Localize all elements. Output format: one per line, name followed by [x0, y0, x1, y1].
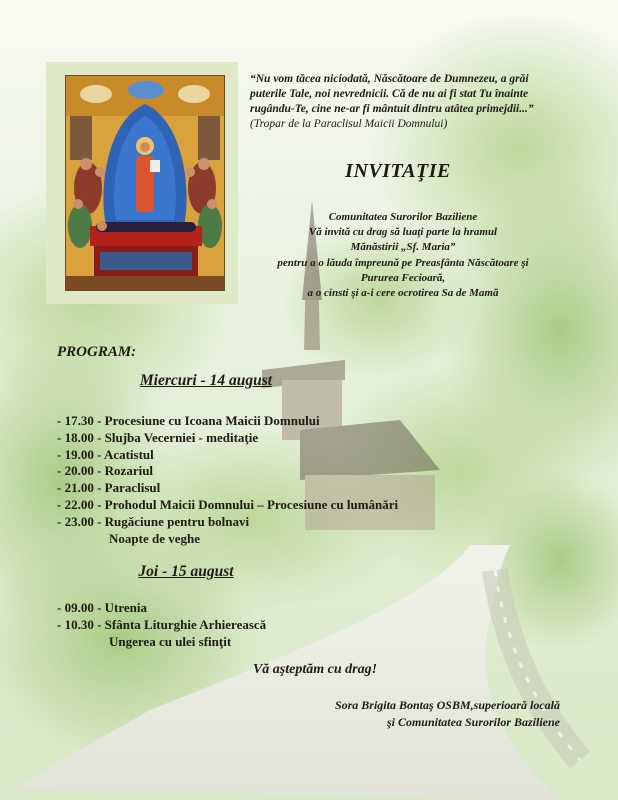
icon-frame — [46, 62, 238, 304]
schedule-item: - 21.00 - Paraclisul — [57, 480, 161, 496]
schedule-item: - 22.00 - Prohodul Maicii Domnului – Procesiune cu lumânări — [57, 496, 399, 512]
invitation-line: a o cinsti şi a-i cere ocrotirea Sa de Mamă — [307, 287, 499, 300]
schedule-item: - 17.30 - Procesiune cu Icoana Maicii Domnului — [57, 413, 320, 428]
schedule-item: - 09.00 - Utrenia — [57, 600, 148, 615]
invitation-line: Pururea Fecioară, — [360, 271, 446, 284]
schedule-thursday — [57, 600, 266, 650]
day-heading-wednesday: Miercuri - 14 august — [139, 372, 273, 389]
closing-line: Vă aşteptăm cu drag! — [252, 662, 378, 677]
schedule-item-continuation: Noapte de veghe — [109, 530, 200, 546]
invitation-line: Mănăstirii „Sf. Maria” — [350, 241, 456, 254]
program-heading: PROGRAM: — [57, 344, 137, 360]
invitation-line: Vă invită cu drag să luaţi parte la hramul — [308, 226, 498, 239]
page-title: INVITAŢIE — [345, 160, 451, 182]
schedule-item: - 18.00 - Slujba Vecerniei - meditaţie — [57, 429, 259, 445]
schedule-item: - 20.00 - Rozariul — [57, 463, 154, 479]
troparion-quote — [250, 72, 550, 132]
schedule-wednesday — [57, 413, 398, 547]
signature-line: Sora Brigita Bontaş OSBM,superioară locală — [334, 698, 560, 712]
signature — [335, 697, 560, 730]
schedule-item: - 19.00 - Acatistul — [57, 446, 154, 462]
dormition-icon-image — [66, 76, 224, 290]
signature-line: şi Comunitatea Surorilor Baziliene — [386, 714, 560, 729]
invitation-line: pentru a o lăuda împreună pe Preasfânta Născătoare şi — [277, 256, 529, 269]
invitation-text — [258, 210, 548, 301]
quote-text: “Nu vom tăcea niciodată, Născătoare de Dumnezeu, a grăi puterile Tale, noi nevrednicii. Că de nu ai fi stat Tu înainte rugându-Te, cine ne-ar fi mântuit dintru atâtea primejdii...” — [250, 73, 534, 115]
schedule-item: - 10.30 - Sfânta Liturghie Arhierească — [57, 616, 267, 632]
day-heading-thursday: Joi - 15 august — [138, 563, 234, 580]
schedule-item-continuation: Ungerea cu ulei sfinţit — [109, 633, 232, 649]
schedule-item: - 23.00 - Rugăciune pentru bolnavi — [57, 513, 250, 529]
invitation-line: Comunitatea Surorilor Baziliene — [328, 211, 478, 223]
dormition-icon — [66, 76, 224, 290]
quote-source: (Tropar de la Paraclisul Maicii Domnului) — [250, 118, 448, 130]
